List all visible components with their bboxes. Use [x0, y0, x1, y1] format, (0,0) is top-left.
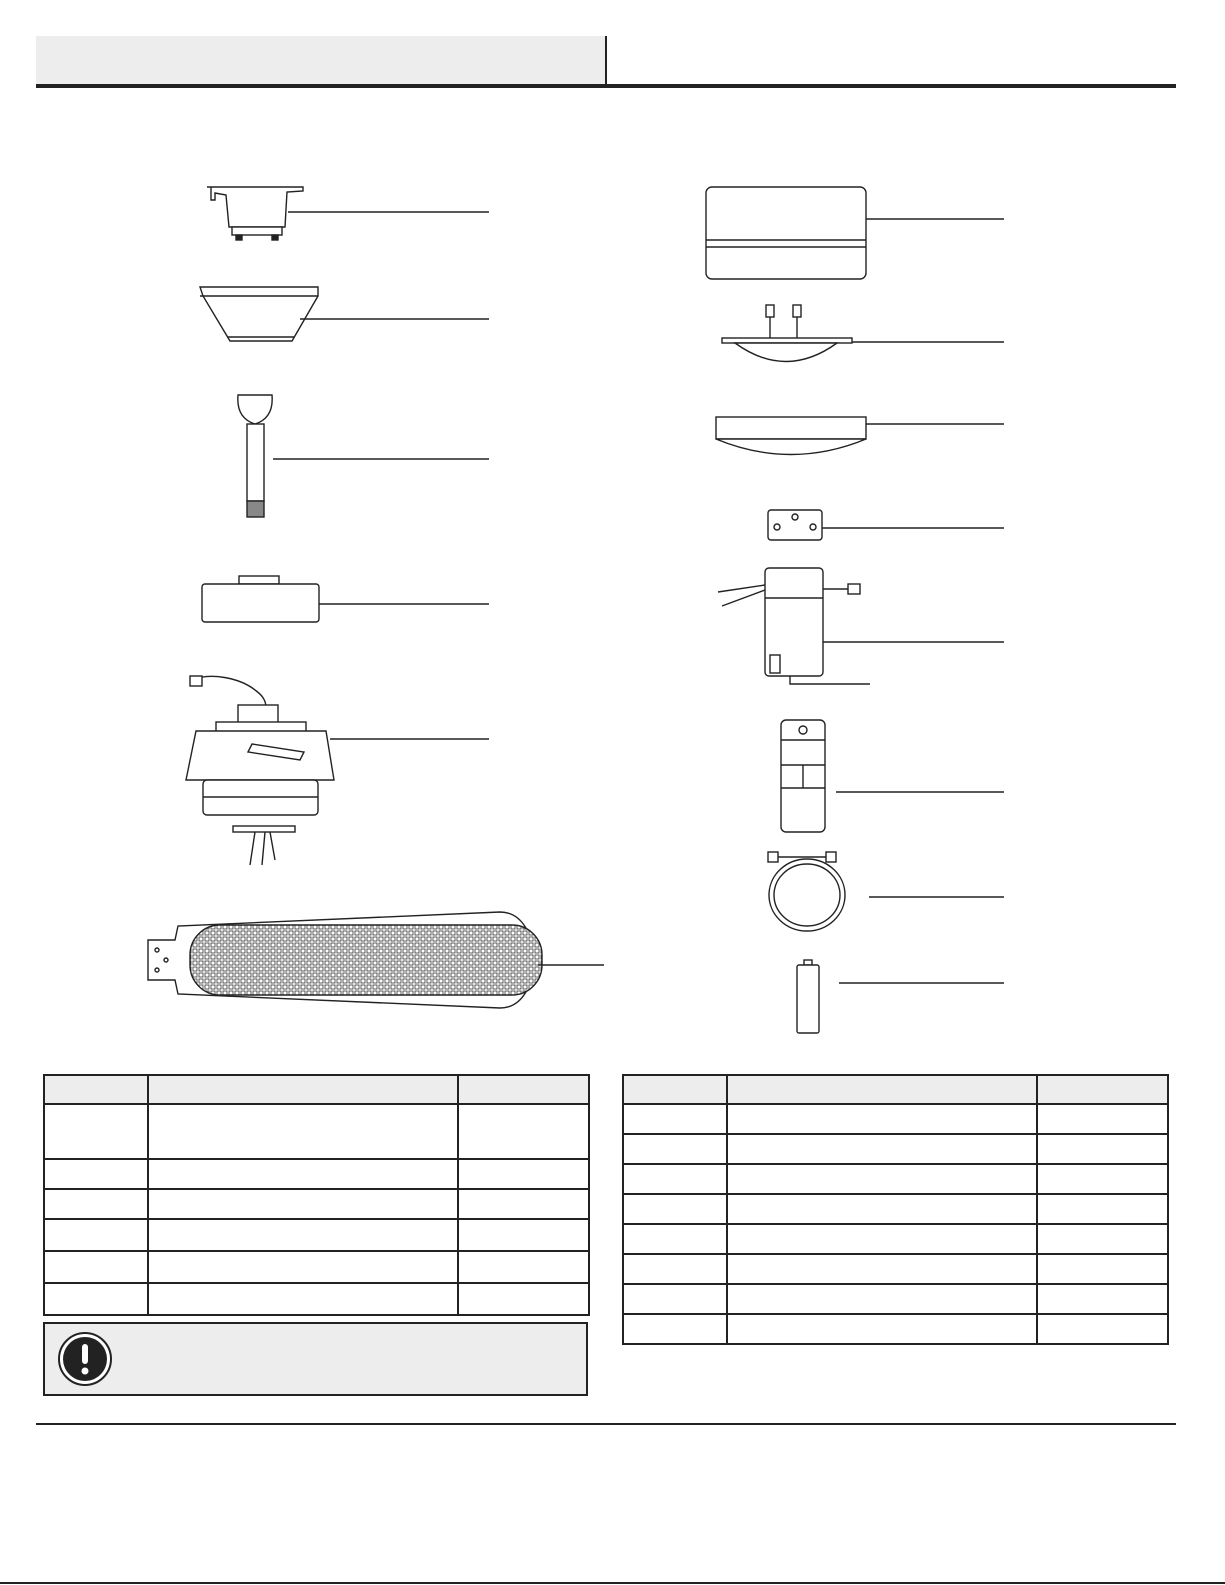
table-cell: [148, 1251, 458, 1283]
table-cell: [727, 1164, 1037, 1194]
table-cell: [623, 1134, 727, 1164]
table-row: [623, 1164, 1168, 1194]
wire-harness-drawing: [768, 852, 1004, 931]
table-row: [44, 1219, 589, 1251]
note-box: [43, 1322, 588, 1396]
table-cell: [623, 1224, 727, 1254]
column-header-quantity: [458, 1075, 589, 1104]
table-cell: [148, 1104, 458, 1159]
table-cell: [1037, 1254, 1168, 1284]
column-header-quantity: [1037, 1075, 1168, 1104]
table-cell: [458, 1219, 589, 1251]
table-cell: [458, 1104, 589, 1159]
canopy-drawing: [200, 287, 489, 341]
table-row: [623, 1194, 1168, 1224]
table-row: [44, 1251, 589, 1283]
table-cell: [727, 1224, 1037, 1254]
column-header-description: [148, 1075, 458, 1104]
table-cell: [148, 1219, 458, 1251]
table-cell: [727, 1104, 1037, 1134]
table-cell: [623, 1314, 727, 1344]
table-cell: [458, 1283, 589, 1315]
footer-rule: [36, 1423, 1176, 1425]
coupling-cover-drawing: [202, 576, 489, 622]
remote-control-drawing: [781, 720, 1004, 832]
glass-shade-drawing: [716, 417, 1004, 455]
table-cell: [623, 1164, 727, 1194]
table-cell: [727, 1254, 1037, 1284]
table-row: [623, 1134, 1168, 1164]
right-parts-table: [622, 1074, 1169, 1345]
table-cell: [458, 1189, 589, 1219]
table-cell: [727, 1134, 1037, 1164]
table-cell: [148, 1159, 458, 1189]
table-cell: [1037, 1164, 1168, 1194]
column-header-part: [44, 1075, 148, 1104]
table-row: [44, 1159, 589, 1189]
motor-assembly-drawing: [186, 676, 489, 865]
table-row: [44, 1283, 589, 1315]
table-cell: [1037, 1104, 1168, 1134]
table-row: [623, 1284, 1168, 1314]
table-cell: [44, 1159, 148, 1189]
receiver-drawing: [718, 568, 1004, 684]
table-cell: [1037, 1284, 1168, 1314]
column-header-part: [623, 1075, 727, 1104]
table-cell: [727, 1314, 1037, 1344]
table-cell: [727, 1194, 1037, 1224]
table-cell: [44, 1189, 148, 1219]
table-cell: [623, 1254, 727, 1284]
mounting-bracket-drawing: [207, 187, 489, 240]
exclamation-circle-icon: [57, 1331, 113, 1387]
table-cell: [44, 1251, 148, 1283]
table-cell: [623, 1284, 727, 1314]
table-cell: [148, 1189, 458, 1219]
table-cell: [44, 1283, 148, 1315]
table-cell: [623, 1194, 727, 1224]
table-row: [44, 1189, 589, 1219]
led-module-drawing: [722, 305, 1004, 362]
table-cell: [1037, 1314, 1168, 1344]
battery-drawing: [797, 960, 1004, 1033]
bottom-rule: [0, 1582, 1225, 1584]
table-row: [623, 1104, 1168, 1134]
column-header-description: [727, 1075, 1037, 1104]
fan-blade-drawing: [148, 912, 604, 1008]
table-cell: [44, 1104, 148, 1159]
table-cell: [1037, 1194, 1168, 1224]
table-cell: [623, 1104, 727, 1134]
table-row: [623, 1254, 1168, 1284]
table-row: [623, 1224, 1168, 1254]
table-cell: [44, 1219, 148, 1251]
table-cell: [1037, 1224, 1168, 1254]
mounting-plate-drawing: [768, 510, 1004, 540]
table-row: [623, 1314, 1168, 1344]
table-cell: [458, 1159, 589, 1189]
table-cell: [1037, 1134, 1168, 1164]
light-housing-drawing: [706, 187, 1004, 279]
left-parts-table: [43, 1074, 590, 1316]
table-cell: [148, 1283, 458, 1315]
table-row: [44, 1104, 589, 1159]
downrod-drawing: [238, 395, 489, 517]
table-cell: [458, 1251, 589, 1283]
table-cell: [727, 1284, 1037, 1314]
